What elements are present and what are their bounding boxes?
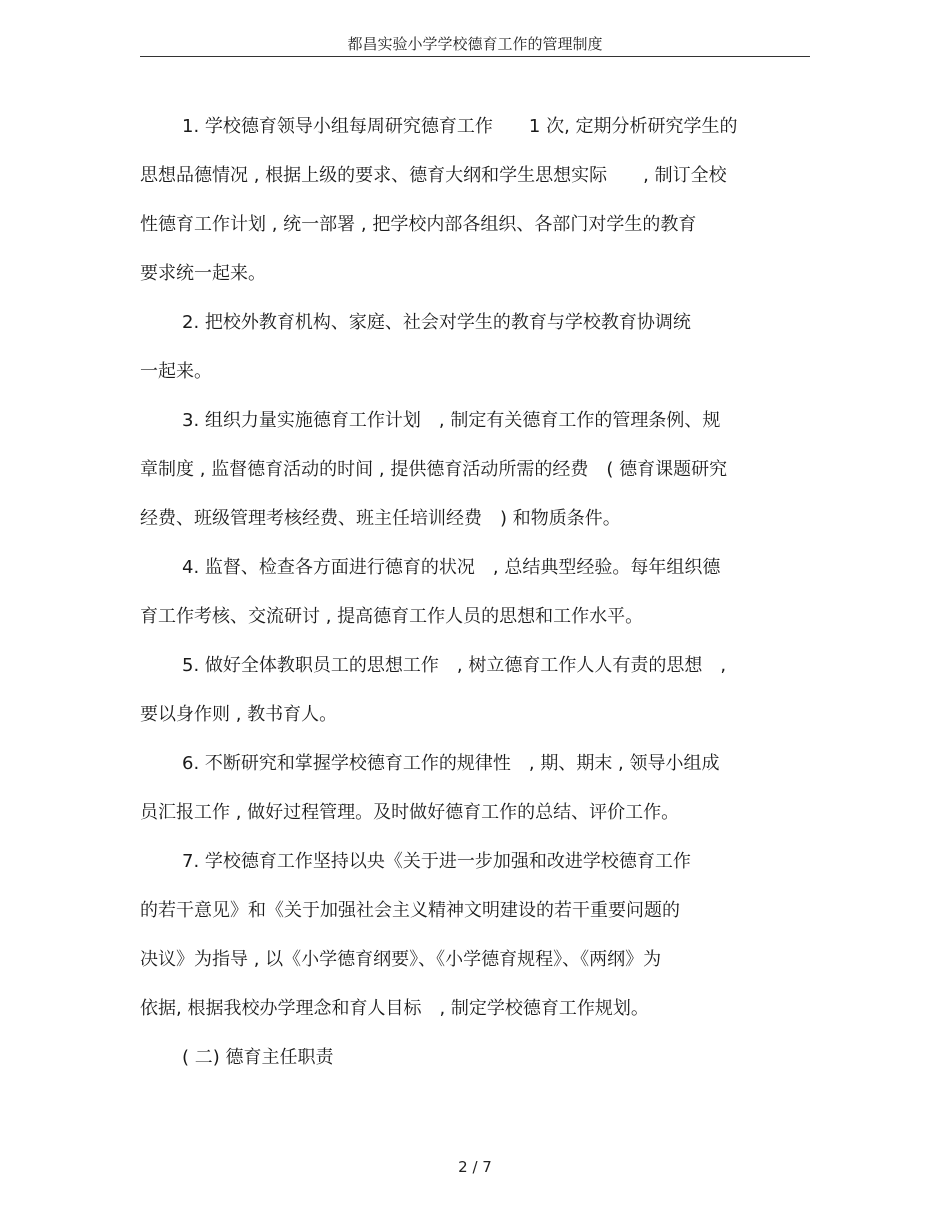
body-line: 2. 把校外教育机构、家庭、社会对学生的教育与学校教育协调统 bbox=[182, 312, 691, 333]
body-line: 一起来。 bbox=[140, 361, 212, 382]
body-line: 3. 组织力量实施德育工作计划 , 制定有关德育工作的管理条例、规 bbox=[182, 410, 721, 431]
body-line: 要以身作则 , 教书育人。 bbox=[140, 704, 338, 725]
body-line: 员汇报工作 , 做好过程管理。及时做好德育工作的总结、评价工作。 bbox=[140, 802, 680, 823]
body-line: 6. 不断研究和掌握学校德育工作的规律性 , 期、期末 , 领导小组成 bbox=[182, 753, 720, 774]
section-heading: ( 二) 德育主任职责 bbox=[182, 1047, 334, 1068]
body-line: 的若干意见》和《关于加强社会主义精神文明建设的若干重要问题的 bbox=[140, 900, 680, 921]
document-body bbox=[140, 108, 810, 1088]
header-divider bbox=[140, 56, 810, 57]
body-line: 依据, 根据我校办学理念和育人目标 , 制定学校德育工作规划。 bbox=[140, 998, 649, 1019]
body-line: 要求统一起来。 bbox=[140, 263, 266, 284]
body-line: 章制度 , 监督德育活动的时间 , 提供德育活动所需的经费 ( 德育课题研究 bbox=[140, 459, 728, 480]
body-line: 5. 做好全体教职员工的思想工作 , 树立德育工作人人有责的思想 , bbox=[182, 655, 727, 676]
body-line: 4. 监督、检查各方面进行德育的状况 , 总结典型经验。每年组织德 bbox=[182, 557, 721, 578]
body-line: 性德育工作计划 , 统一部署 , 把学校内部各组织、各部门对学生的教育 bbox=[140, 214, 697, 235]
body-line: 育工作考核、交流研讨 , 提高德育工作人员的思想和工作水平。 bbox=[140, 606, 644, 627]
body-line: 1. 学校德育领导小组每周研究德育工作 1 次, 定期分析研究学生的 bbox=[182, 116, 738, 137]
body-line: 7. 学校德育工作坚持以央《关于进一步加强和改进学校德育工作 bbox=[182, 851, 691, 872]
body-line: 决议》为指导 , 以《小学德育纲要》、《小学德育规程》、《两纲》为 bbox=[140, 949, 662, 970]
page-number: 2 / 7 bbox=[458, 1158, 492, 1176]
body-line: 思想品德情况 , 根据上级的要求、德育大纲和学生思想实际 , 制订全校 bbox=[140, 165, 727, 186]
body-line: 经费、班级管理考核经费、班主任培训经费 ) 和物质条件。 bbox=[140, 508, 621, 529]
page-header-title: 都昌实验小学学校德育工作的管理制度 bbox=[347, 35, 603, 53]
